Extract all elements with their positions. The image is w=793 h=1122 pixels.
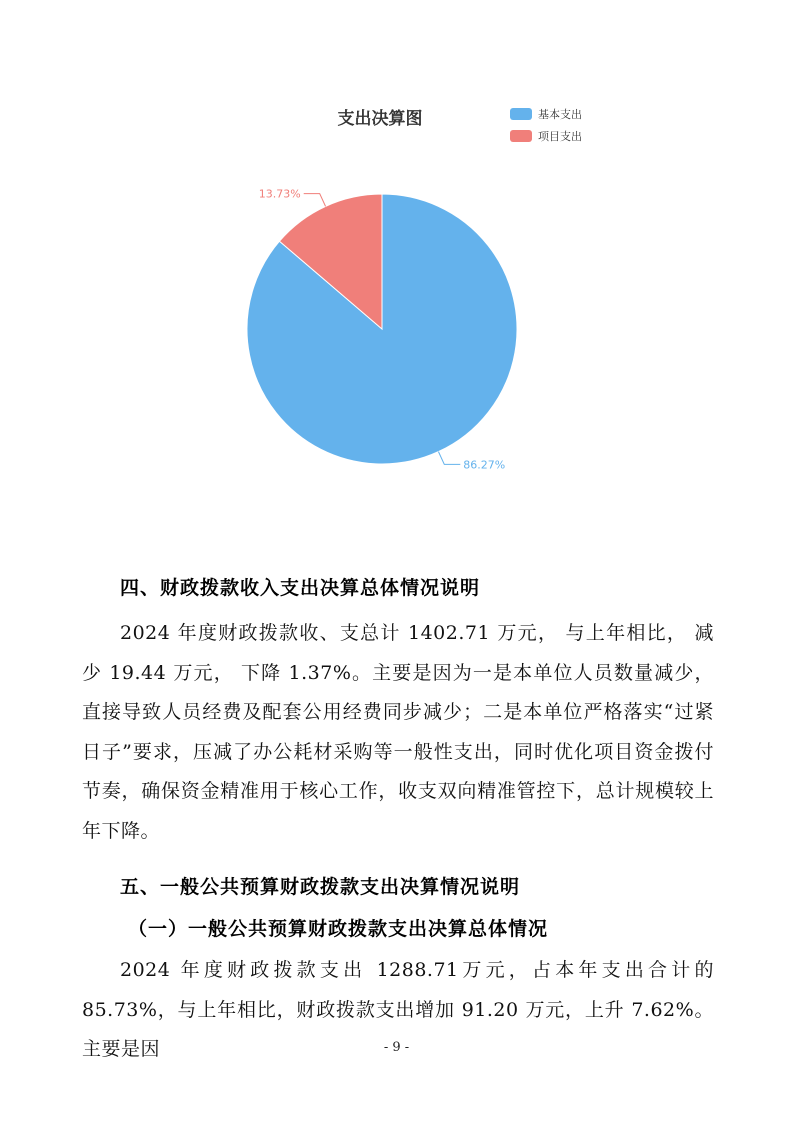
section5-subheading: （一）一般公共预算财政拨款支出决算总体情况 [128, 918, 549, 940]
pie-leader-basic [438, 452, 460, 465]
pie-chart [0, 0, 793, 520]
page-number: - 9 - [383, 1040, 410, 1055]
pie-plot [0, 0, 793, 520]
pie-label-basic: 86.27% [463, 458, 506, 472]
legend-label-basic: 基本支出 [538, 107, 582, 121]
legend-label-project: 项目支出 [538, 129, 582, 143]
section5-heading: 五、一般公共预算财政拨款支出决算情况说明 [120, 876, 521, 898]
section4-heading: 四、财政拨款收入支出决算总体情况说明 [120, 577, 481, 599]
section4-paragraph: 2024 年度财政拨款收、支总计 1402.71 万元， 与上年相比， 减少 19.44 万元， 下降 1.37%。主要是因为一是本单位人员数量减少， 直接导致人员经费及配套公用经费同步减少；二是本单位严格落实“过紧日子”要求，压减了办公耗材采购等一般性支出，同时优化项目资金拨付节奏，确保资金精准用于核心工作，收支双向精准管控下，总计规模较上年下降。 [82, 622, 714, 842]
section5-paragraph: 2024 年度财政拨款支出 1288.71万元，占本年支出合计的85.73%，与上年相比，财政拨款支出增加 91.20 万元，上升 7.62%。主要是因 [82, 959, 714, 1060]
chart-title: 支出决算图 [337, 109, 423, 129]
section4-body [82, 614, 714, 851]
pie-leader-project [304, 194, 326, 207]
pie-label-project: 13.73% [258, 187, 301, 201]
